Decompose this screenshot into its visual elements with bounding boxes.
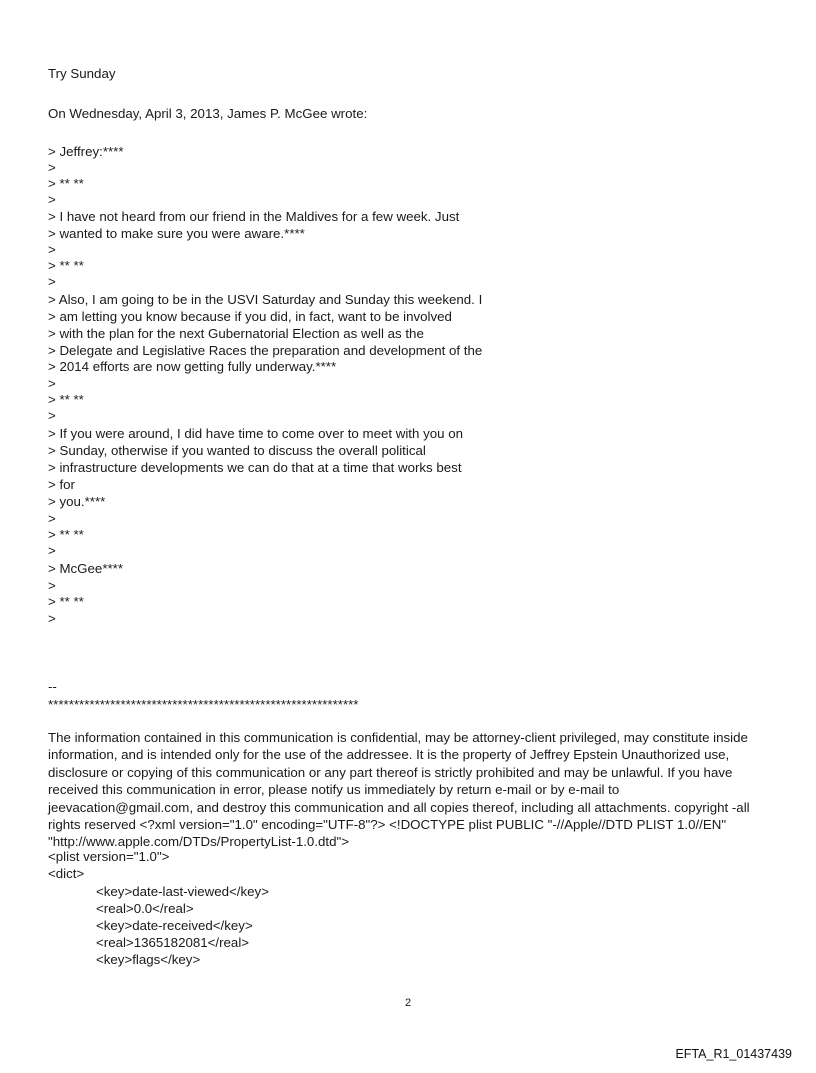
quoted-line: > infrastructure developments we can do that at a time that works best <box>48 460 462 475</box>
quoted-line: > McGee**** <box>48 561 124 576</box>
quoted-line: > with the plan for the next Gubernatorial Election as well as the <box>48 326 424 341</box>
quoted-line: > for <box>48 477 75 492</box>
quoted-line: > <box>48 376 56 391</box>
quoted-line: > Delegate and Legislative Races the preparation and development of the <box>48 343 483 358</box>
reply-text: Try Sunday <box>48 66 116 81</box>
quoted-line: > you.**** <box>48 494 106 509</box>
quoted-line: > If you were around, I did have time to come over to meet with you on <box>48 426 464 441</box>
quoted-line: > <box>48 408 56 423</box>
quoted-line: > <box>48 611 56 626</box>
quoted-line: > Jeffrey:**** <box>48 144 124 159</box>
quoted-line: > <box>48 160 56 175</box>
quoted-line: > am letting you know because if you did, in fact, want to be involved <box>48 309 452 324</box>
quoted-line: > <box>48 242 56 257</box>
quoted-line: > 2014 efforts are now getting fully underway.**** <box>48 359 337 374</box>
quoted-line: > ** ** <box>48 258 84 273</box>
quoted-line: > ** ** <box>48 176 84 191</box>
quoted-line: > ** ** <box>48 527 84 542</box>
disclaimer-stars: ************************************************************ <box>48 697 359 712</box>
plist-entry: <real>0.0</real> <box>96 901 194 916</box>
dict-open-tag: <dict> <box>48 866 85 881</box>
quoted-line: > I have not heard from our friend in the Maldives for a few week. Just <box>48 209 460 224</box>
confidentiality-disclaimer: The information contained in this communication is confidential, may be attorney-client privileged, may constitute inside information, and is intended only for the use of the addressee. It is the property of Jeffrey Epstein Unauthorized use, disclosure or copying of this communication or any part thereof is strictly prohibited and may be unlawful. If you have received this communication in error, please notify us immediately by return e-mail or by e-mail to jeevacation@gmail.com, and destroy this communication and all copies thereof, including all attachments. copyright -all rights reserved <?xml version="1.0" encoding="UTF-8"?> <!DOCTYPE plist PUBLIC "-//Apple//DTD PLIST 1.0//EN" "http://www.apple.com/DTDs/PropertyList-1.0.dtd"> <box>48 730 750 850</box>
quoted-line: > wanted to make sure you were aware.**** <box>48 226 305 241</box>
quoted-line: > <box>48 192 56 207</box>
plist-entry: <real>1365182081</real> <box>96 935 250 950</box>
quoted-line: > ** ** <box>48 392 84 407</box>
attribution-line: On Wednesday, April 3, 2013, James P. McGee wrote: <box>48 106 368 121</box>
quoted-line: > <box>48 543 56 558</box>
plist-entry: <key>date-received</key> <box>96 918 253 933</box>
quoted-line: > Sunday, otherwise if you wanted to discuss the overall political <box>48 443 426 458</box>
page-number: 2 <box>404 997 412 1009</box>
quoted-line: > <box>48 511 56 526</box>
quoted-line: > <box>48 274 56 289</box>
plist-open-tag: <plist version="1.0"> <box>48 849 170 864</box>
plist-entry: <key>flags</key> <box>96 952 201 967</box>
quoted-line: > <box>48 578 56 593</box>
signature-separator: -- <box>48 679 57 694</box>
quoted-line: > ** ** <box>48 594 84 609</box>
quoted-line: > Also, I am going to be in the USVI Saturday and Sunday this weekend. I <box>48 292 483 307</box>
plist-entry: <key>date-last-viewed</key> <box>96 884 269 899</box>
bates-number: EFTA_R1_01437439 <box>675 1047 792 1061</box>
